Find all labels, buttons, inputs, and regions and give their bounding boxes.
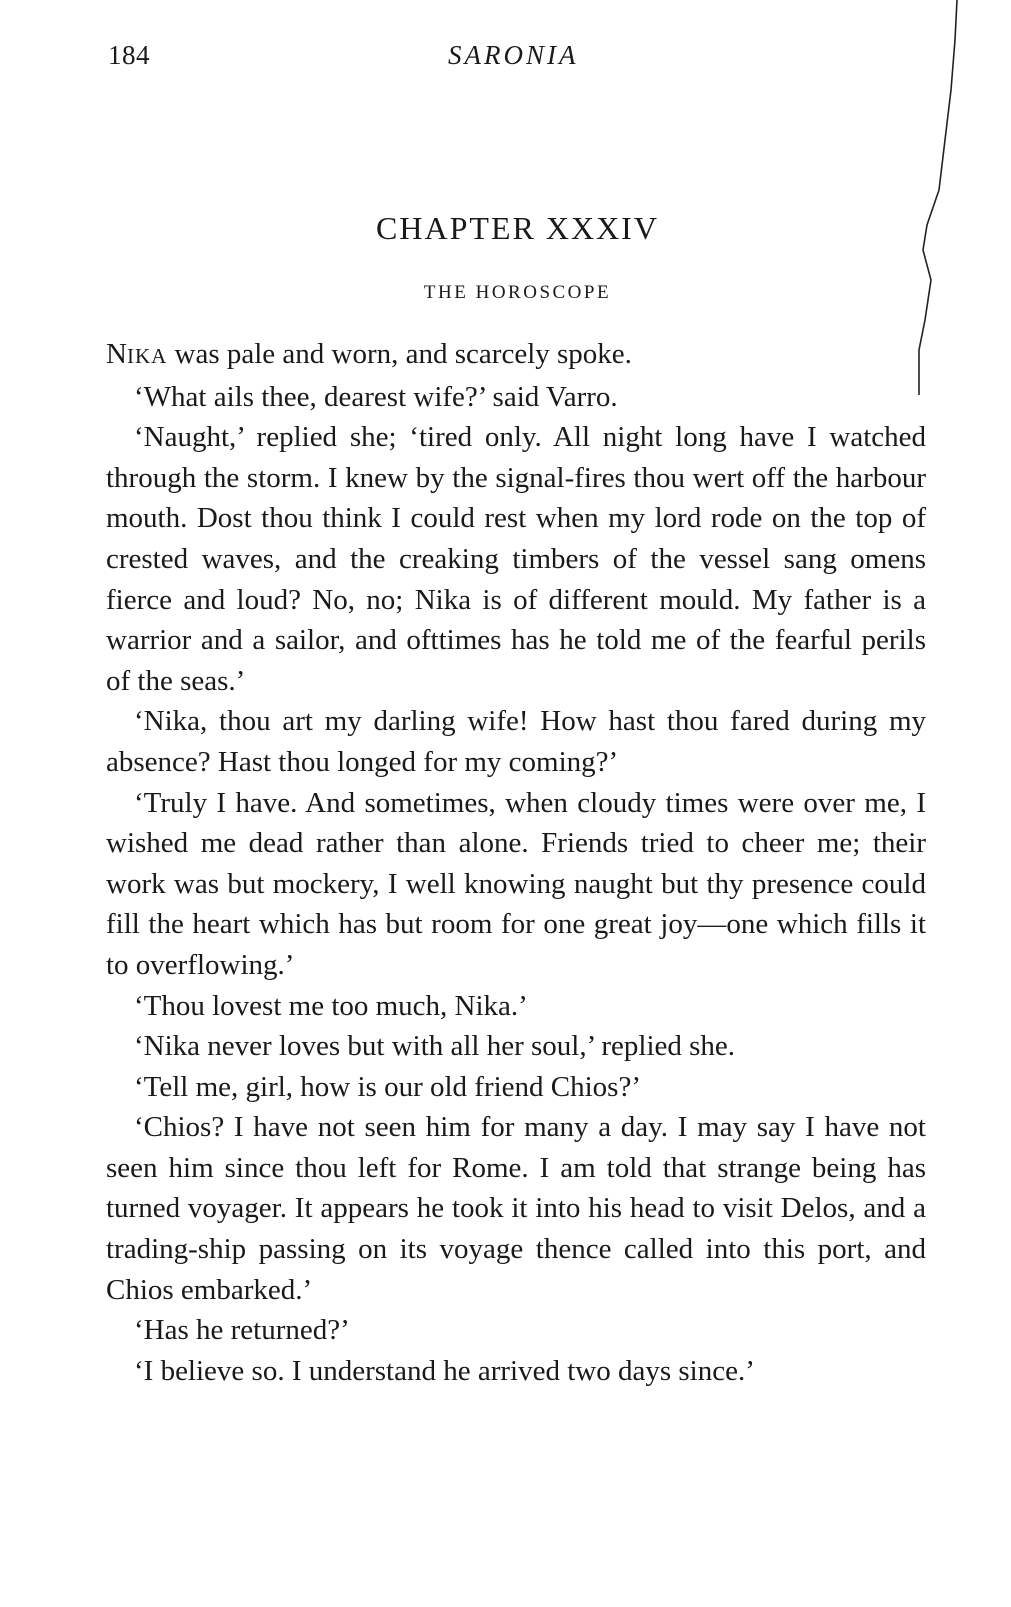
paragraph: ‘Has he returned?’ [134,1314,350,1347]
chapter-title: THE HOROSCOPE [423,282,612,303]
paragraph: ‘Naught,’ replied she; ‘tired only. All night long have I watched through the storm. I knew by the signal-fires thou wert off the harbour mouth. Dost thou think I could rest when my lord rode on the top of crested waves, and the creaking timbers of the vessel sang omens fierce and loud? No, no; Nika is of different mould. My father is a warrior and a sailor, and ofttimes has he told me of the fearful perils of the seas.’ [106,421,926,697]
running-head [108,40,928,80]
paragraph: ‘Thou lovest me too much, Nika.’ [134,989,528,1022]
paragraph [106,334,926,377]
paragraph: ‘Tell me, girl, how is our old friend Chios?’ [134,1070,641,1103]
paragraph: ‘Nika never loves but with all her soul,’ replied she. [134,1030,736,1063]
page-number: 184 [108,40,150,70]
lead-capital: N [106,338,127,370]
lead-smallcaps: IKA [126,344,168,368]
paragraph: ‘Chios? I have not seen him for many a day. I may say I have not seen him since thou left for Rome. I am told that strange being has turned voyager. It appears he took it into his head to visit Delos, and a trading-ship passing on its voyage thence called into this port, and Chios embarked.’ [106,1111,926,1306]
paragraph: ‘I believe so. I understand he arrived two days since.’ [134,1354,755,1387]
chapter-number: CHAPTER XXXIV [376,210,659,246]
paragraph: ‘What ails thee, dearest wife?’ said Varro. [134,380,618,413]
running-title: SARONIA [448,40,579,70]
paragraph: ‘Truly I have. And sometimes, when cloudy times were over me, I wished me dead rather than alone. Friends tried to cheer me; their work was but mockery, I well knowing naught but thy presence could fill the heart which has but room for one great joy—one which fills it to overflowing.’ [106,786,926,981]
body-text [106,334,926,1391]
paragraph: ‘Nika, thou art my darling wife! How hast thou fared during my absence? Hast thou longed for my coming?’ [106,705,926,778]
paragraph-text: was pale and worn, and scarcely spoke. [167,338,632,370]
